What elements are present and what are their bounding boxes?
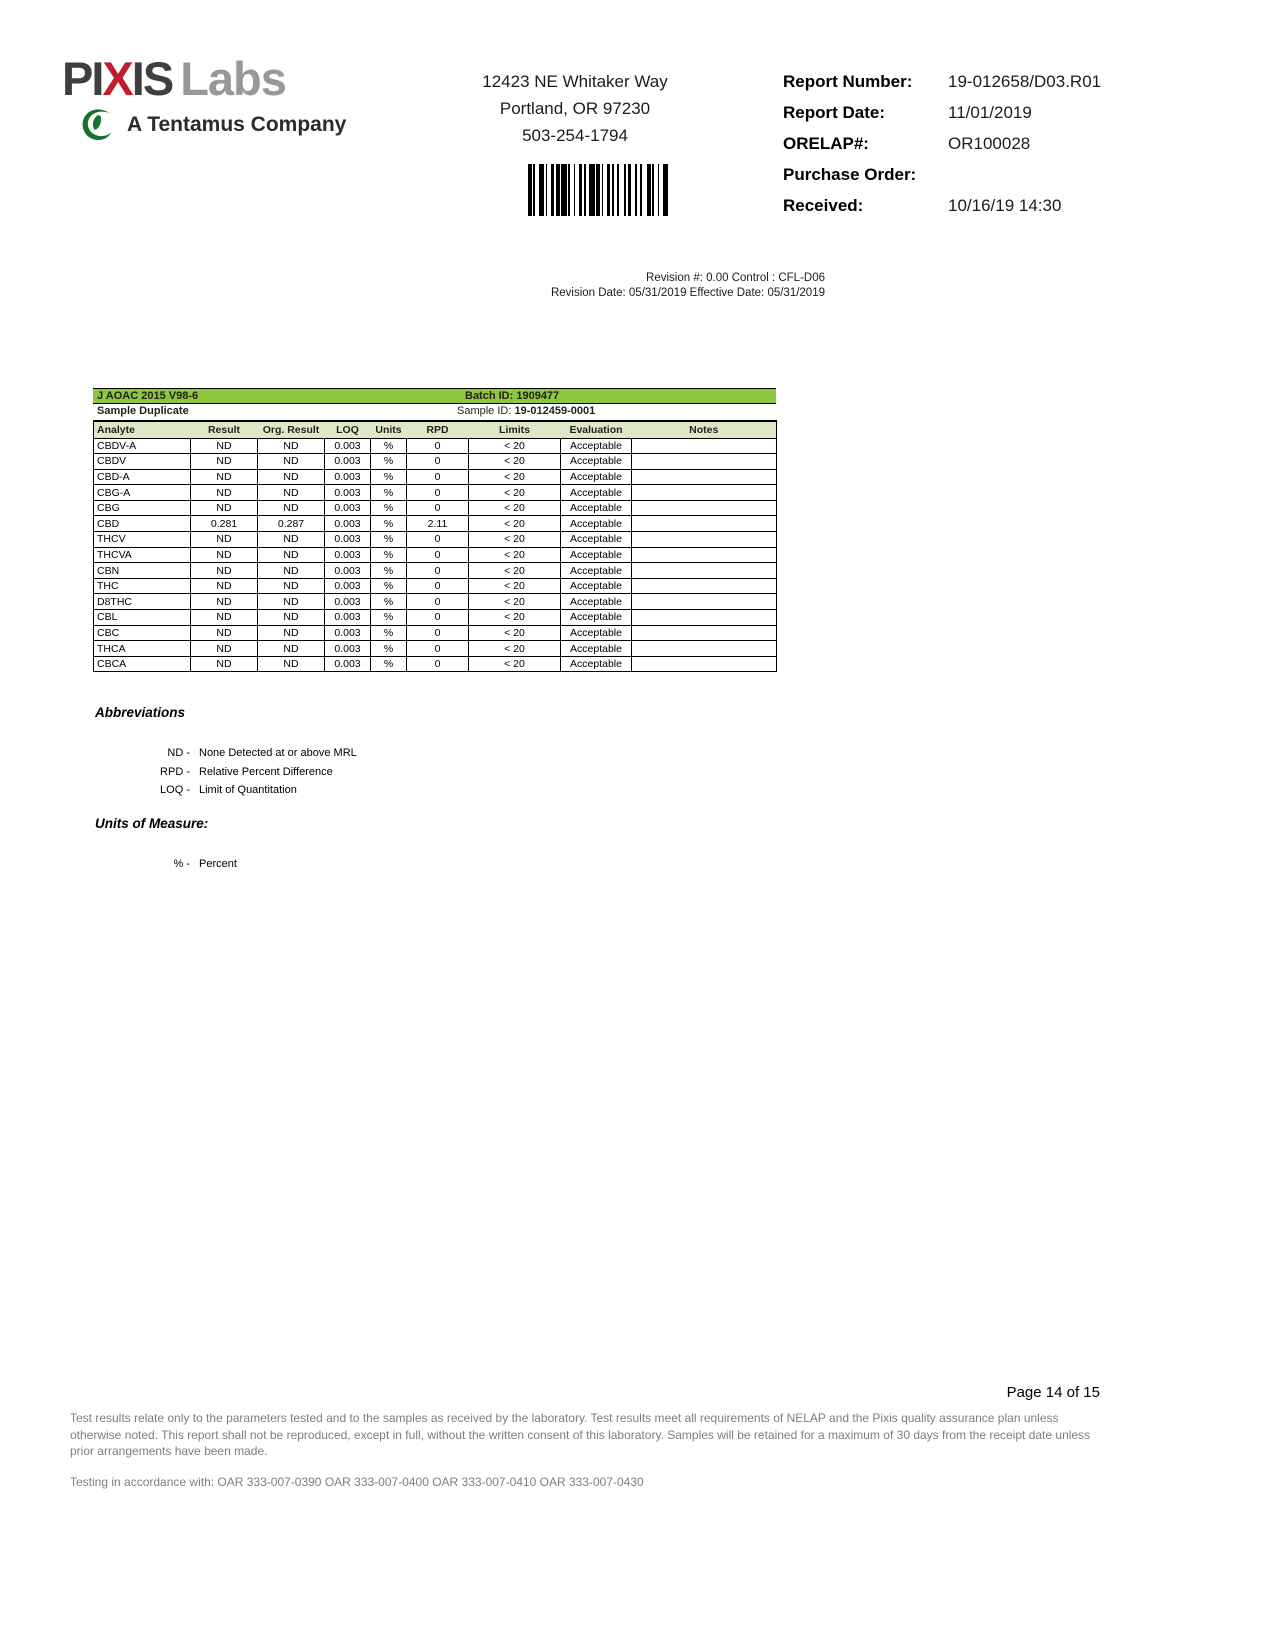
column-header: Units	[371, 421, 407, 438]
result-cell: 0.003	[325, 500, 371, 516]
result-cell	[632, 563, 777, 579]
abbreviation-item	[95, 744, 357, 763]
result-cell: 0	[407, 454, 469, 470]
result-cell: CBC	[94, 625, 191, 641]
result-cell: 2.11	[407, 516, 469, 532]
result-row	[94, 454, 777, 470]
result-cell: ND	[191, 500, 258, 516]
result-cell: %	[371, 532, 407, 548]
result-cell: 0.003	[325, 563, 371, 579]
result-cell: Acceptable	[561, 594, 632, 610]
result-cell: %	[371, 516, 407, 532]
sample-id-label: Sample ID:	[457, 405, 512, 417]
result-cell: Acceptable	[561, 532, 632, 548]
result-cell: 0	[407, 656, 469, 672]
result-cell: ND	[258, 438, 325, 454]
column-header: Limits	[469, 421, 561, 438]
column-header: Evaluation	[561, 421, 632, 438]
result-cell: CBDV	[94, 454, 191, 470]
report-fields	[783, 66, 1101, 221]
result-cell: CBCA	[94, 656, 191, 672]
abbreviation-item-key: LOQ -	[160, 784, 190, 797]
result-cell: Acceptable	[561, 610, 632, 626]
sample-type: Sample Duplicate	[97, 405, 189, 417]
result-cell: 0.003	[325, 594, 371, 610]
address-line-1: 12423 NE Whitaker Way	[482, 72, 668, 91]
result-cell: %	[371, 563, 407, 579]
result-cell: 0.003	[325, 516, 371, 532]
barcode-bar	[663, 164, 668, 216]
result-cell: Acceptable	[561, 578, 632, 594]
result-cell: < 20	[469, 610, 561, 626]
result-cell: Acceptable	[561, 547, 632, 563]
lab-address	[420, 68, 730, 149]
pixis-labs-logo	[62, 52, 347, 145]
report-field-label: Received:	[783, 196, 864, 215]
result-row	[94, 516, 777, 532]
result-cell: 0	[407, 641, 469, 657]
result-row	[94, 594, 777, 610]
result-cell: 0	[407, 469, 469, 485]
result-cell: Acceptable	[561, 516, 632, 532]
result-cell: %	[371, 656, 407, 672]
column-header: LOQ	[325, 421, 371, 438]
logo-wordmark	[62, 52, 346, 105]
result-cell: %	[371, 500, 407, 516]
unit-item-definition: Percent	[199, 858, 237, 870]
result-cell	[632, 469, 777, 485]
result-cell: %	[371, 547, 407, 563]
method-header-row	[93, 388, 776, 404]
logo-text-labs: Labs	[180, 52, 286, 105]
unit-item-key: % -	[173, 858, 190, 870]
result-cell: < 20	[469, 625, 561, 641]
result-cell: 0	[407, 547, 469, 563]
result-cell: ND	[191, 641, 258, 657]
result-cell: ND	[258, 578, 325, 594]
units-section	[95, 816, 237, 874]
abbreviation-item	[95, 763, 357, 782]
result-cell: %	[371, 625, 407, 641]
result-cell: ND	[191, 438, 258, 454]
sample-id	[457, 404, 595, 419]
result-cell	[632, 641, 777, 657]
disclaimer-line: Test results relate only to the parameters tested and to the samples as received by the laboratory. Test results meet all requirements of NELAP and the Pixis quality assurance plan unless	[70, 1411, 1059, 1425]
method-name: J AOAC 2015 V98-6	[97, 390, 199, 402]
result-cell: ND	[258, 594, 325, 610]
abbreviations-title: Abbreviations	[95, 705, 186, 720]
result-cell: Acceptable	[561, 641, 632, 657]
result-cell: CBL	[94, 610, 191, 626]
result-cell: 0.003	[325, 610, 371, 626]
result-cell: %	[371, 485, 407, 501]
result-cell: ND	[258, 454, 325, 470]
logo-text-is: IS	[131, 52, 173, 105]
result-cell: 0.287	[258, 516, 325, 532]
batch-id	[465, 389, 559, 404]
result-row	[94, 641, 777, 657]
result-cell: 0.003	[325, 578, 371, 594]
result-cell: ND	[258, 532, 325, 548]
result-cell	[632, 656, 777, 672]
result-cell	[632, 625, 777, 641]
barcode	[528, 164, 668, 216]
result-cell	[632, 578, 777, 594]
result-cell: ND	[258, 625, 325, 641]
abbreviation-item-definition: Limit of Quantitation	[199, 784, 297, 797]
result-cell: ND	[191, 469, 258, 485]
result-cell: %	[371, 641, 407, 657]
result-cell: < 20	[469, 656, 561, 672]
result-cell: Acceptable	[561, 563, 632, 579]
logo-tagline	[78, 105, 346, 145]
result-cell: < 20	[469, 532, 561, 548]
result-cell: Acceptable	[561, 454, 632, 470]
report-field-label: Report Date:	[783, 103, 886, 122]
column-header: Notes	[632, 421, 777, 438]
result-cell: %	[371, 438, 407, 454]
result-cell: ND	[258, 547, 325, 563]
result-row	[94, 610, 777, 626]
abbreviation-item-key: ND -	[167, 747, 190, 759]
result-cell: < 20	[469, 438, 561, 454]
result-cell: < 20	[469, 500, 561, 516]
result-cell: 0	[407, 610, 469, 626]
result-cell: ND	[191, 578, 258, 594]
result-cell: ND	[191, 625, 258, 641]
result-cell	[632, 594, 777, 610]
disclaimer-line: prior arrangements have been made.	[70, 1444, 268, 1458]
result-cell: CBD-A	[94, 469, 191, 485]
column-header: Result	[191, 421, 258, 438]
units-list	[95, 855, 237, 874]
result-cell: ND	[258, 469, 325, 485]
result-row	[94, 547, 777, 563]
result-cell	[632, 500, 777, 516]
logo-text-pi: PI	[62, 52, 103, 105]
result-cell: %	[371, 594, 407, 610]
column-header: Org. Result	[258, 421, 325, 438]
report-field-label: Purchase Order:	[783, 165, 917, 184]
abbreviation-list	[95, 744, 357, 800]
result-cell: ND	[258, 485, 325, 501]
results-body	[94, 438, 777, 672]
sample-header-row	[93, 404, 776, 420]
report-field-label: Report Number:	[783, 72, 913, 91]
report-field-value	[948, 159, 1101, 190]
result-cell: 0	[407, 625, 469, 641]
disclaimer-line: otherwise noted. This report shall not be reproduced, except in full, without the written consent of this laboratory. Samples will be retained for a maximum of 30 days from the receipt date unless	[70, 1427, 1091, 1442]
result-cell: 0	[407, 578, 469, 594]
result-cell: < 20	[469, 454, 561, 470]
result-cell: 0.003	[325, 656, 371, 672]
result-cell: ND	[258, 563, 325, 579]
result-cell: 0	[407, 532, 469, 548]
result-cell: 0.003	[325, 469, 371, 485]
result-row	[94, 563, 777, 579]
result-cell: %	[371, 578, 407, 594]
result-cell: CBDV-A	[94, 438, 191, 454]
batch-id-value: 1909477	[516, 390, 560, 402]
tagline-text: A Tentamus Company	[127, 113, 347, 136]
result-cell: < 20	[469, 641, 561, 657]
result-cell: 0.281	[191, 516, 258, 532]
result-cell: THCVA	[94, 547, 191, 563]
result-cell: 0.003	[325, 547, 371, 563]
result-row	[94, 656, 777, 672]
page-number: Page 14 of 15	[1006, 1384, 1100, 1401]
result-cell: ND	[191, 485, 258, 501]
sample-id-value: 19-012459-0001	[514, 405, 596, 417]
result-cell: < 20	[469, 516, 561, 532]
result-cell: Acceptable	[561, 469, 632, 485]
abbreviation-item	[95, 781, 357, 800]
result-cell: Acceptable	[561, 625, 632, 641]
abbreviation-item-definition: Relative Percent Difference	[199, 765, 333, 778]
result-cell: ND	[191, 656, 258, 672]
result-cell: D8THC	[94, 594, 191, 610]
result-cell: ND	[258, 641, 325, 657]
result-cell: < 20	[469, 594, 561, 610]
result-cell: %	[371, 469, 407, 485]
results-section	[93, 388, 776, 672]
result-cell	[632, 454, 777, 470]
footer-disclaimer	[70, 1410, 1110, 1460]
result-cell: ND	[191, 610, 258, 626]
result-cell: CBG-A	[94, 485, 191, 501]
result-cell: 0.003	[325, 485, 371, 501]
abbreviation-item-key: RPD -	[160, 765, 190, 778]
lab-phone: 503-254-1794	[522, 126, 628, 145]
result-cell: ND	[191, 594, 258, 610]
result-cell: ND	[191, 454, 258, 470]
unit-item	[95, 855, 237, 874]
report-field-value: 19-012658/D03.R01	[948, 72, 1102, 91]
result-cell	[632, 610, 777, 626]
report-field-value: 11/01/2019	[948, 103, 1032, 122]
results-table	[93, 420, 777, 672]
result-cell: ND	[191, 532, 258, 548]
result-cell: < 20	[469, 563, 561, 579]
report-field-label: ORELAP#:	[783, 134, 869, 153]
result-cell: CBG	[94, 500, 191, 516]
result-row	[94, 625, 777, 641]
result-cell: CBD	[94, 516, 191, 532]
results-header-row	[94, 421, 777, 438]
revision-line-2: Revision Date: 05/31/2019 Effective Date: 05/31/2019	[550, 287, 825, 299]
result-cell: 0	[407, 563, 469, 579]
result-cell: < 20	[469, 469, 561, 485]
result-cell: CBN	[94, 563, 191, 579]
result-cell: THCV	[94, 532, 191, 548]
column-header: RPD	[407, 421, 469, 438]
result-cell: ND	[258, 500, 325, 516]
report-field-value: 10/16/19 14:30	[948, 196, 1062, 215]
revision-line-1: Revision #: 0.00 Control : CFL-D06	[646, 272, 825, 284]
result-row	[94, 532, 777, 548]
result-cell: 0	[407, 438, 469, 454]
result-cell: Acceptable	[561, 485, 632, 501]
result-cell: THCA	[94, 641, 191, 657]
result-cell: < 20	[469, 547, 561, 563]
result-cell	[632, 485, 777, 501]
result-cell: 0.003	[325, 625, 371, 641]
result-cell: %	[371, 454, 407, 470]
result-cell: Acceptable	[561, 438, 632, 454]
result-cell	[632, 532, 777, 548]
revision-info	[375, 271, 825, 301]
result-cell: THC	[94, 578, 191, 594]
result-cell: < 20	[469, 485, 561, 501]
result-cell	[632, 438, 777, 454]
address-line-2: Portland, OR 97230	[499, 99, 651, 118]
result-cell: ND	[258, 610, 325, 626]
result-cell: 0.003	[325, 454, 371, 470]
result-cell: 0.003	[325, 641, 371, 657]
abbreviation-item-definition: None Detected at or above MRL	[199, 747, 357, 759]
tentamus-leaf-icon	[78, 105, 118, 145]
result-cell: %	[371, 610, 407, 626]
result-row	[94, 438, 777, 454]
result-cell: 0	[407, 594, 469, 610]
result-cell: 0.003	[325, 438, 371, 454]
result-cell: Acceptable	[561, 500, 632, 516]
result-cell: 0.003	[325, 532, 371, 548]
result-cell: < 20	[469, 578, 561, 594]
logo-text-x: X	[102, 52, 132, 105]
result-cell	[632, 516, 777, 532]
footer-testing-line: Testing in accordance with: OAR 333-007-0390 OAR 333-007-0400 OAR 333-007-0410 OAR 333-007-0430	[70, 1475, 644, 1489]
report-field-value: OR100028	[948, 134, 1031, 153]
result-cell: 0	[407, 500, 469, 516]
result-cell: ND	[191, 563, 258, 579]
column-header: Analyte	[94, 421, 191, 438]
result-cell	[632, 547, 777, 563]
abbreviations-section	[95, 705, 357, 800]
units-title: Units of Measure:	[95, 816, 209, 831]
result-row	[94, 578, 777, 594]
result-row	[94, 500, 777, 516]
result-row	[94, 469, 777, 485]
batch-id-label: Batch ID:	[465, 390, 514, 402]
result-row	[94, 485, 777, 501]
result-cell: Acceptable	[561, 656, 632, 672]
result-cell: 0	[407, 485, 469, 501]
result-cell: ND	[191, 547, 258, 563]
result-cell: ND	[258, 656, 325, 672]
